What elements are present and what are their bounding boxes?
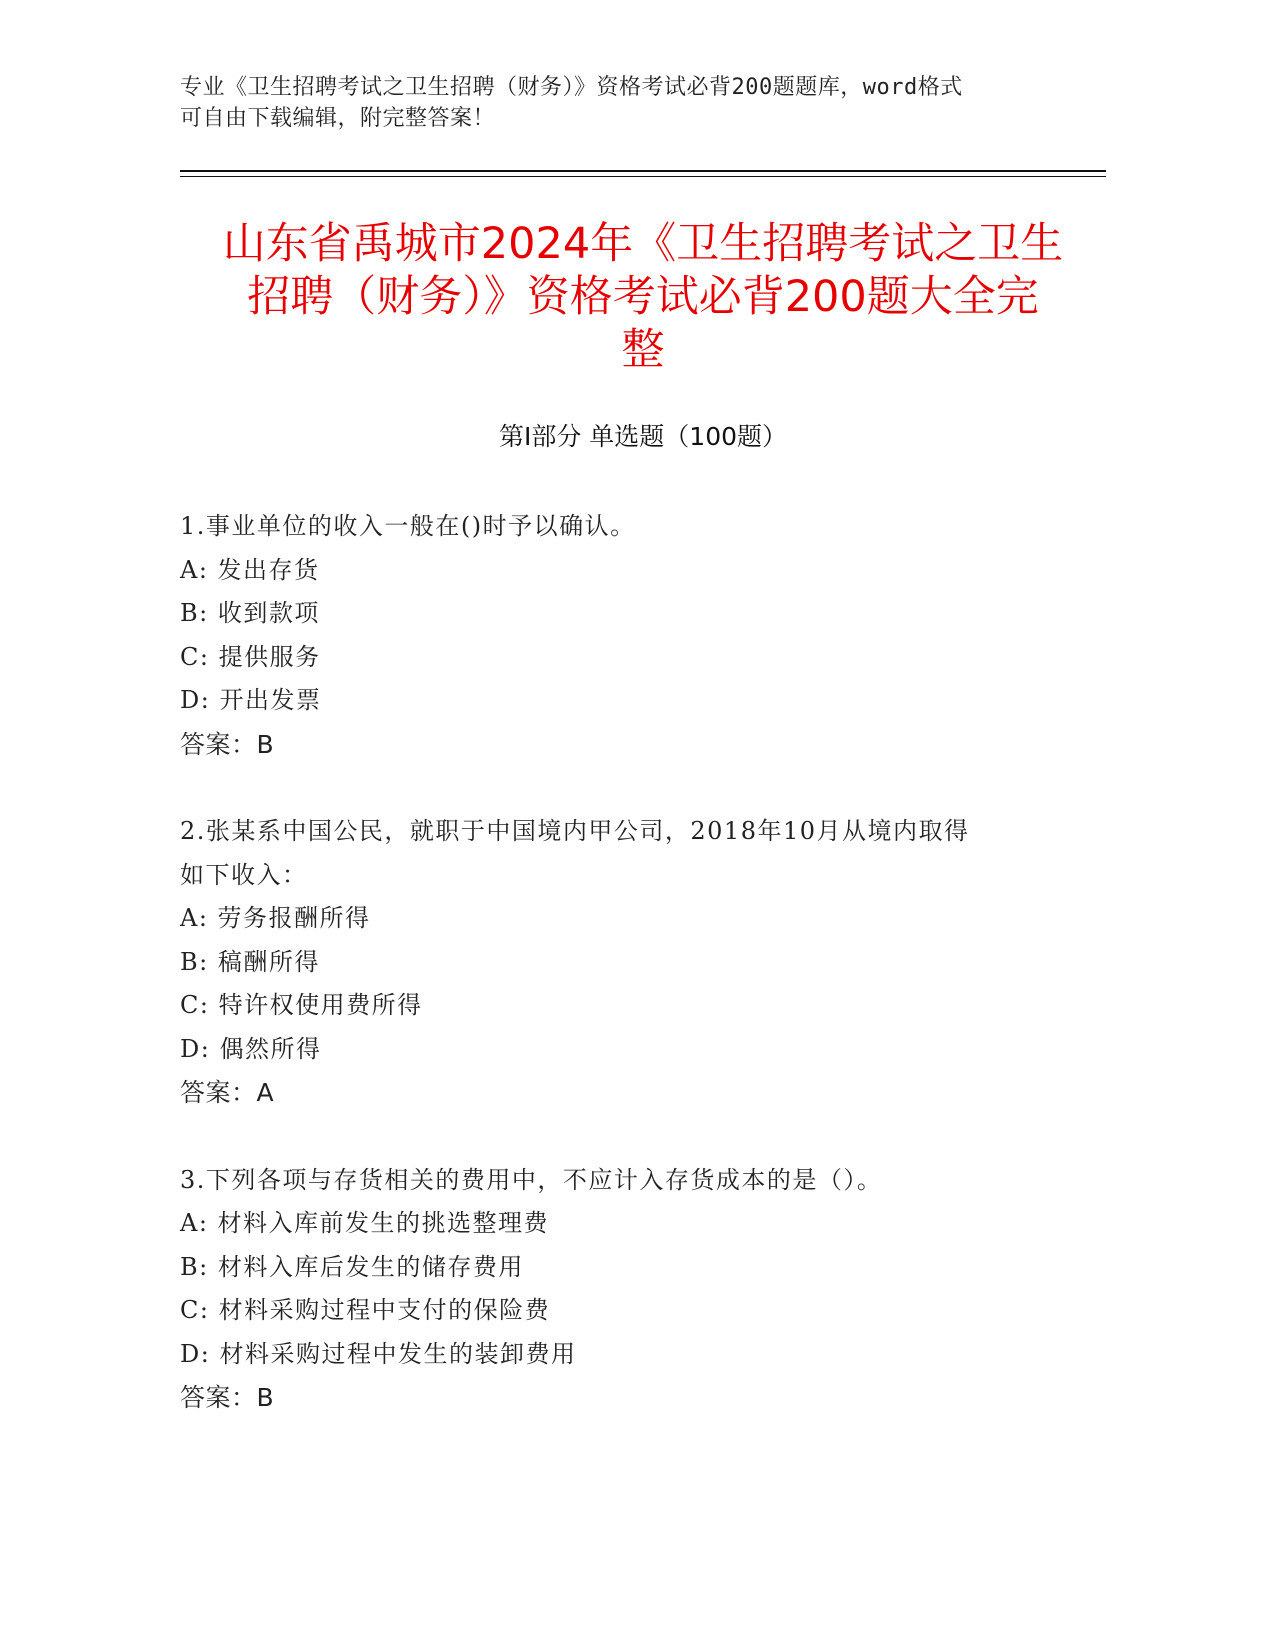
option-d: D: 偶然所得 bbox=[180, 1034, 322, 1063]
header-divider-thick bbox=[180, 170, 1106, 172]
option-d: D: 材料采购过程中发生的装卸费用 bbox=[180, 1339, 577, 1368]
document-title bbox=[180, 218, 1106, 377]
option-b: B: 收到款项 bbox=[180, 599, 320, 627]
answer-line: 答案：B bbox=[180, 1383, 275, 1412]
option-a: A: 劳务报酬所得 bbox=[180, 904, 371, 932]
question-stem: 2.张某系中国公民，就职于中国境内甲公司，2018年10月从境内取得 bbox=[180, 817, 970, 845]
option-b: B: 稿酬所得 bbox=[180, 947, 320, 976]
header-note-line-1: 专业《卫生招聘考试之卫生招聘（财务）》资格考试必背200题题库，word格式 bbox=[180, 75, 963, 100]
question-spacer bbox=[180, 1115, 1080, 1159]
question-stem: 1.事业单位的收入一般在()时予以确认。 bbox=[180, 512, 636, 540]
section-heading: 第I部分 单选题（100题） bbox=[498, 422, 788, 451]
option-c: C: 材料采购过程中支付的保险费 bbox=[180, 1296, 551, 1324]
option-a: A: 发出存货 bbox=[180, 555, 320, 584]
header-note-line-2: 可自由下载编辑，附完整答案！ bbox=[180, 106, 496, 131]
option-c: C: 特许权使用费所得 bbox=[180, 991, 423, 1019]
option-c: C: 提供服务 bbox=[180, 642, 321, 671]
document-title-line-3: 整 bbox=[621, 325, 665, 375]
question-item-1 bbox=[180, 505, 1080, 766]
option-a: A: 材料入库前发生的挑选整理费 bbox=[180, 1209, 550, 1237]
document-title-line-2: 招聘（财务）》资格考试必背200题大全完 bbox=[247, 272, 1039, 322]
question-item-3 bbox=[180, 1159, 1080, 1420]
answer-line: 答案：A bbox=[180, 1078, 275, 1107]
question-stem-continued: 如下收入： bbox=[180, 860, 308, 889]
question-stem: 3.下列各项与存货相关的费用中，不应计入存货成本的是（）。 bbox=[180, 1165, 883, 1194]
question-item-2 bbox=[180, 810, 1080, 1115]
header-note bbox=[180, 72, 1080, 134]
document-title-line-1: 山东省禹城市2024年《卫生招聘考试之卫生 bbox=[222, 219, 1064, 269]
question-list bbox=[180, 505, 1080, 1420]
answer-line: 答案：B bbox=[180, 729, 275, 759]
option-b: B: 材料入库后发生的储存费用 bbox=[180, 1252, 524, 1281]
option-d: D: 开出发票 bbox=[180, 686, 322, 714]
question-spacer bbox=[180, 766, 1080, 810]
header-divider-thin bbox=[180, 176, 1106, 177]
